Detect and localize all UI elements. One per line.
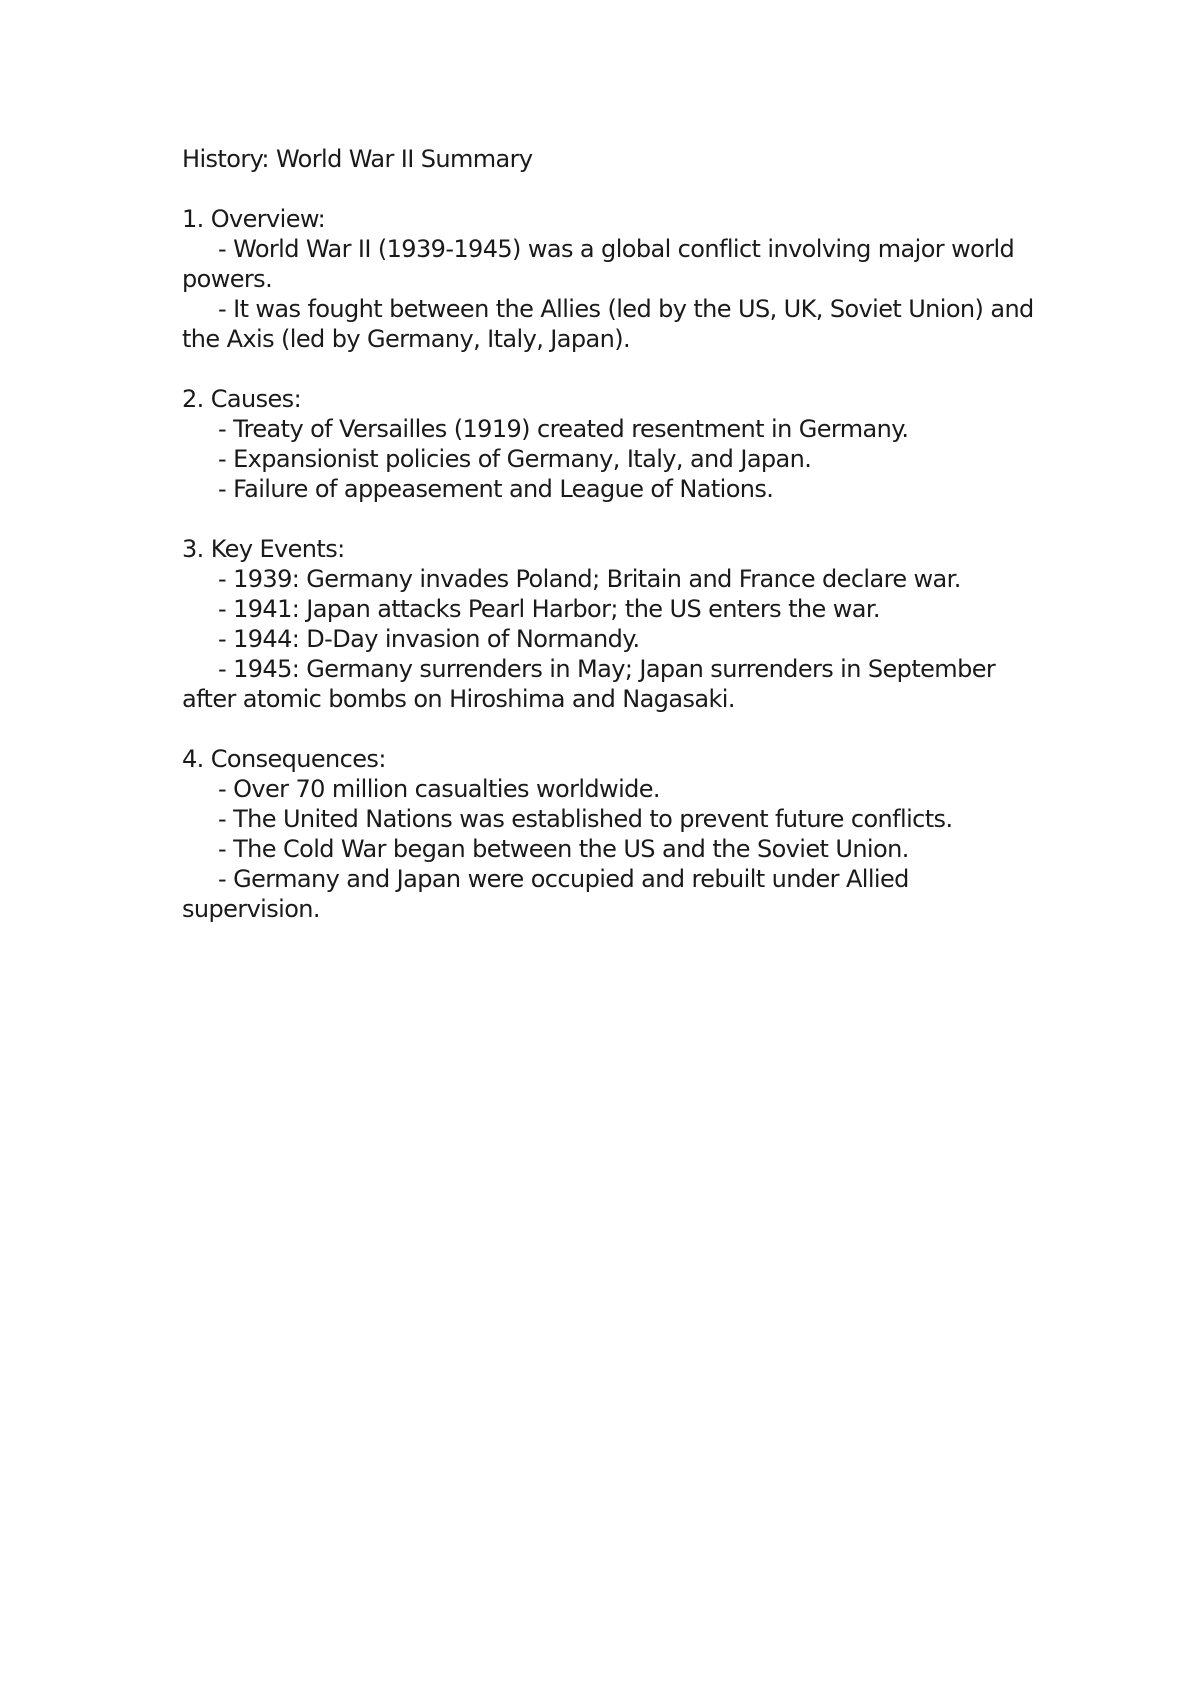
list-item: - Failure of appeasement and League of Nations.: [218, 475, 774, 503]
list-item: - Treaty of Versailles (1919) created resentment in Germany.: [218, 415, 909, 443]
list-item: - World War II (1939-1945) was a global conflict involving major world powers.: [182, 235, 1015, 293]
section-heading: 3. Key Events:: [182, 535, 345, 563]
list-item: - 1939: Germany invades Poland; Britain and France declare war.: [218, 565, 961, 593]
list-item: - The Cold War began between the US and the Soviet Union.: [218, 835, 909, 863]
list-item: - 1944: D-Day invasion of Normandy.: [218, 625, 640, 653]
list-item: - The United Nations was established to prevent future conflicts.: [218, 805, 953, 833]
document-body: [182, 144, 1042, 954]
list-item: - 1945: Germany surrenders in May; Japan surrenders in September after atomic bombs on Hiroshima and Nagasaki.: [182, 655, 996, 713]
section-item-list: [182, 774, 1042, 924]
list-item: - Germany and Japan were occupied and rebuilt under Allied supervision.: [182, 865, 909, 923]
section-heading: 4. Consequences:: [182, 745, 386, 773]
section-heading: 2. Causes:: [182, 385, 302, 413]
section-item-list: [182, 564, 1042, 714]
list-item: - 1941: Japan attacks Pearl Harbor; the US enters the war.: [218, 595, 880, 623]
document-title: History: World War II Summary: [182, 145, 533, 173]
section-key-events: [182, 534, 1042, 714]
section-overview: [182, 204, 1042, 354]
section-causes: [182, 384, 1042, 504]
list-item: - Expansionist policies of Germany, Italy, and Japan.: [218, 445, 812, 473]
section-heading: 1. Overview:: [182, 205, 326, 233]
section-consequences: [182, 744, 1042, 924]
section-item-list: [182, 234, 1042, 354]
section-item-list: [182, 414, 1042, 504]
list-item: - It was fought between the Allies (led by the US, UK, Soviet Union) and the Axis (led by Germany, Italy, Japan).: [182, 295, 1034, 353]
list-item: - Over 70 million casualties worldwide.: [218, 775, 660, 803]
